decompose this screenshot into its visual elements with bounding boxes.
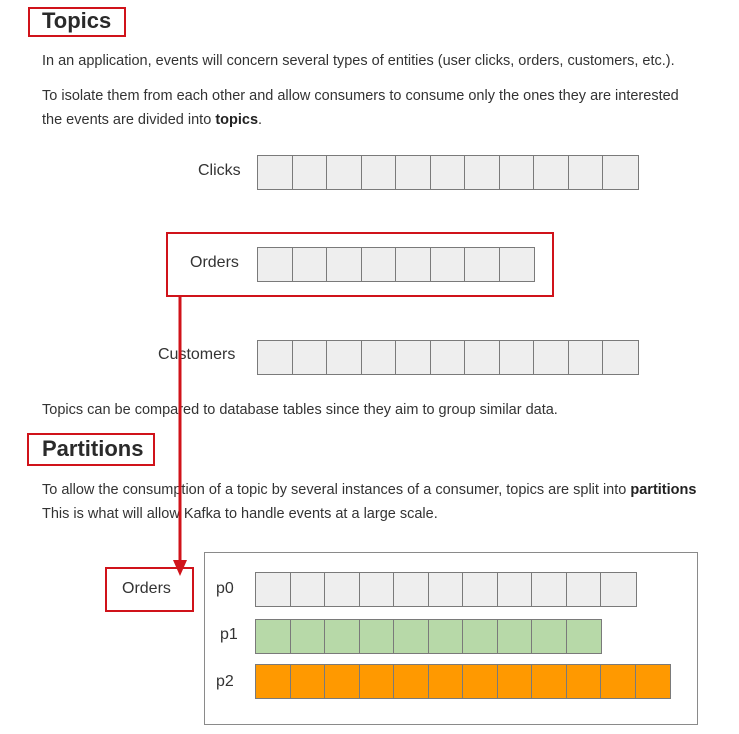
partition-label-p2: p2 xyxy=(216,673,234,690)
topic-label-customers: Customers xyxy=(158,346,236,363)
partitions-paragraph-line2: This is what will allow Kafka to handle events at a large scale. xyxy=(42,506,438,522)
partitions-heading: Partitions xyxy=(42,436,144,461)
topics-heading: Topics xyxy=(42,8,112,33)
partition-label-p0: p0 xyxy=(216,580,234,597)
partition-label-p1: p1 xyxy=(220,626,238,643)
topics-isolation-period: . xyxy=(258,112,263,128)
partitioned-topic-label-orders: Orders xyxy=(122,580,171,597)
partitions-paragraph-text: To allow the consumption of a topic by several instances of a consumer, topics are split into xyxy=(42,482,631,498)
topics-isolation-text: the events are divided into xyxy=(42,112,216,128)
partitions-bold-term: partitions xyxy=(630,482,697,498)
topics-database-paragraph: Topics can be compared to database tables since they aim to group similar data. xyxy=(42,402,558,418)
topic-label-clicks: Clicks xyxy=(198,162,241,179)
topics-intro-paragraph: In an application, events will concern several types of entities (user clicks, orders, customers, etc.). xyxy=(42,53,675,69)
topics-bold-term: topics xyxy=(215,112,259,128)
topics-isolation-paragraph-line1: To isolate them from each other and allow consumers to consume only the ones they are interested xyxy=(42,88,679,104)
topic-label-orders: Orders xyxy=(190,254,239,271)
